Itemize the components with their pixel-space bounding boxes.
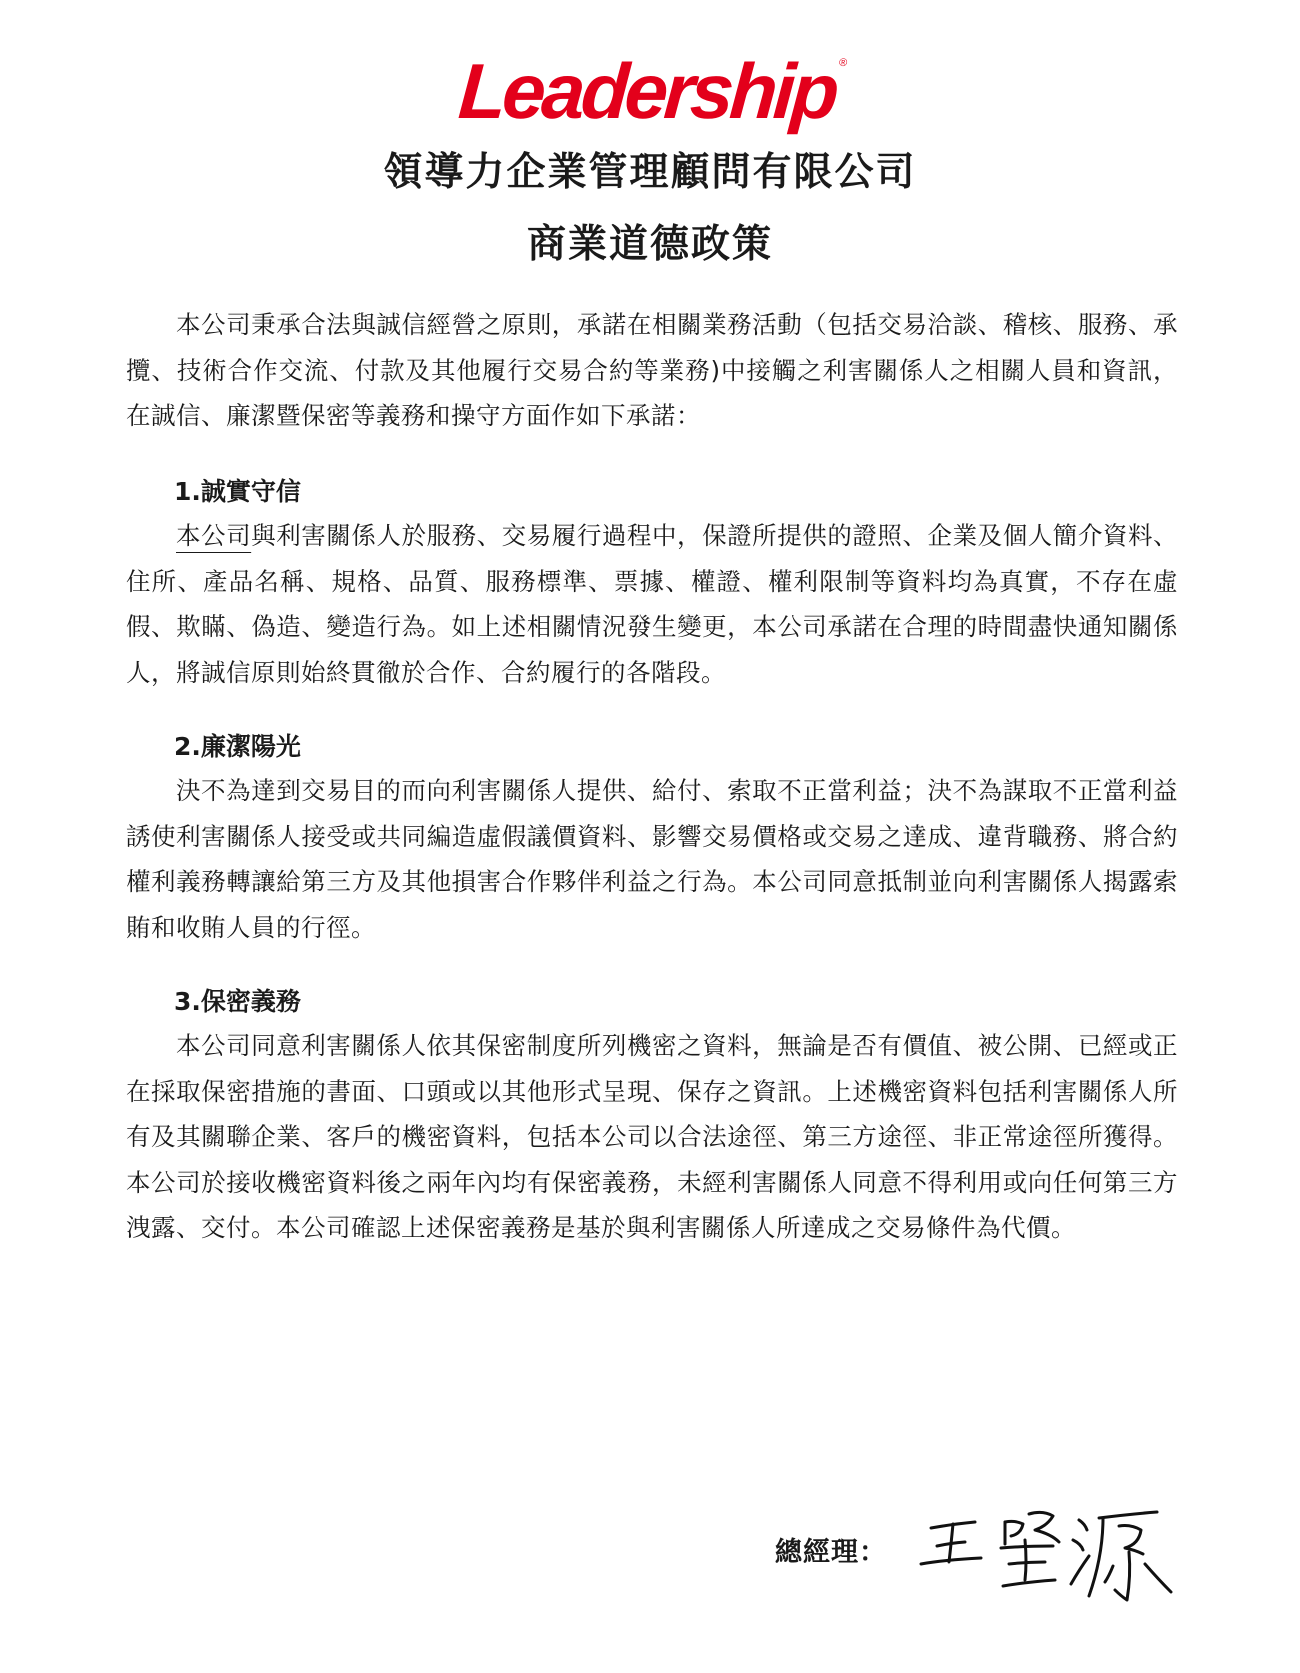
section-heading-integrity: 2.廉潔陽光: [174, 732, 301, 761]
company-name: 領導力企業管理顧問有限公司: [383, 150, 917, 195]
intro-paragraph: 本公司秉承合法與誠信經營之原則，承諾在相關業務活動（包括交易洽談、稽核、服務、承攬、技術合作交流、付款及其他履行交易合約等業務)中接觸之利害關係人之相關人員和資訊，在誠信、廉潔暨保密等義務和操守方面作如下承諾：: [126, 310, 1178, 430]
section-body-confidentiality: 本公司同意利害關係人依其保密制度所列機密之資料，無論是否有價值、被公開、已經或正在採取保密措施的書面、口頭或以其他形式呈現、保存之資訊。上述機密資料包括利害關係人所有及其關聯企業、客戶的機密資料，包括本公司以合法途徑、第三方途徑、非正常途徑所獲得。本公司於接收機密資料後之兩年內均有保密義務，未經利害關係人同意不得利用或向任何第三方洩露、交付。本公司確認上述保密義務是基於與利害關係人所達成之交易條件為代價。: [126, 1031, 1178, 1242]
handwritten-signature: [913, 1500, 1193, 1610]
registered-mark: ®: [838, 57, 844, 69]
logo-wordmark: [455, 47, 844, 135]
logo-text: Leadership: [455, 47, 839, 135]
section-body-honesty-text: 與利害關係人於服務、交易履行過程中，保證所提供的證照、企業及個人簡介資料、住所、產品名稱、規格、品質、服務標準、票據、權證、權利限制等資料均為真實，不存在虛假、欺瞞、偽造、變造行為。如上述相關情況發生變更，本公司承諾在合理的時間盡快通知關係人，將誠信原則始終貫徹於合作、合約履行的各階段。: [126, 521, 1178, 687]
signature-block: [775, 1500, 1195, 1610]
company-logo: [0, 47, 1300, 135]
general-manager-label: 總經理：: [775, 1537, 887, 1568]
section-body-integrity: 決不為達到交易目的而向利害關係人提供、給付、索取不正當利益；決不為謀取不正當利益誘使利害關係人接受或共同編造虛假議價資料、影響交易價格或交易之達成、違背職務、將合約權利義務轉讓給第三方及其他損害合作夥伴利益之行為。本公司同意抵制並向利害關係人揭露索賄和收賄人員的行徑。: [126, 776, 1178, 942]
section-body-honesty: [126, 513, 1178, 695]
document-title: 商業道德政策: [526, 222, 773, 267]
section-heading-confidentiality: 3.保密義務: [174, 987, 301, 1016]
underlined-company-text: 本公司: [176, 521, 252, 550]
section-heading-honesty: 1.誠實守信: [174, 477, 301, 506]
